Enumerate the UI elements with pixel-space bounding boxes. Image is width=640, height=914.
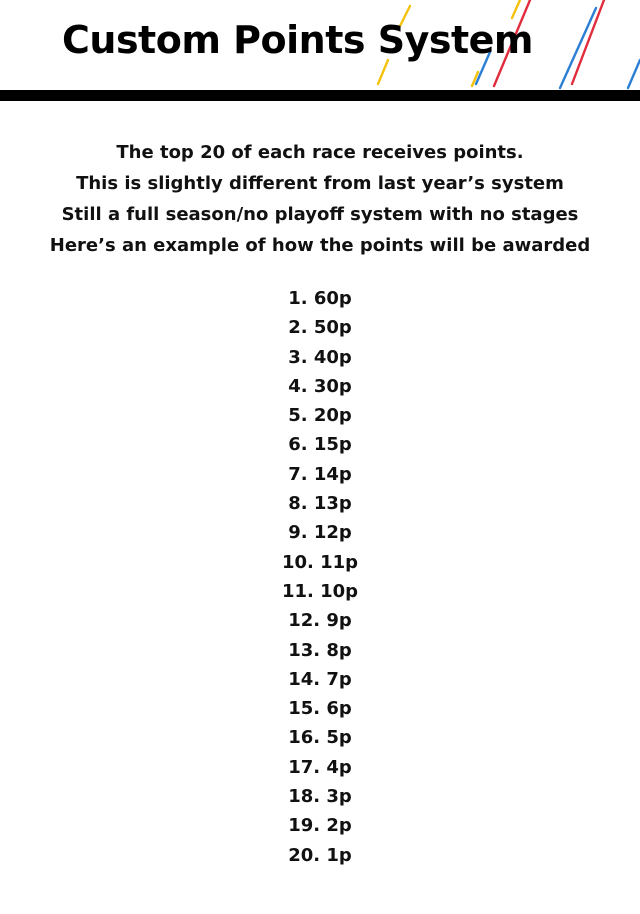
points-item: 3. 40p: [288, 346, 352, 368]
points-item: 11. 10p: [281, 580, 359, 602]
points-item: 19. 2p: [288, 815, 352, 837]
header: [0, 0, 640, 92]
intro-line: The top 20 of each race receives points.: [116, 142, 524, 163]
points-item: 12. 9p: [288, 610, 352, 632]
points-item: 7. 14p: [288, 463, 352, 485]
points-item: 6. 15p: [288, 434, 352, 456]
points-item: 1. 60p: [288, 288, 352, 309]
points-item: 10. 11p: [281, 551, 359, 573]
points-item: 16. 5p: [288, 727, 352, 749]
points-item: 17. 4p: [288, 756, 352, 778]
stripe-blue: [560, 8, 596, 88]
intro-line: Here’s an example of how the points will be awarded: [49, 235, 591, 256]
intro-line: This is slightly different from last year’s system: [76, 173, 564, 194]
intro-text: [0, 137, 640, 261]
points-item: 8. 13p: [288, 493, 352, 515]
stripe-yellow: [512, 0, 520, 18]
points-item: 5. 20p: [288, 405, 352, 427]
points-item: 4. 30p: [288, 375, 352, 397]
intro-line: Still a full season/no playoff system with no stages: [61, 204, 579, 225]
stripe-blue: [628, 60, 640, 88]
points-item: 13. 8p: [288, 639, 352, 661]
points-item: 14. 7p: [288, 668, 352, 690]
page-title: Custom Points System: [62, 18, 533, 62]
points-item: 15. 6p: [288, 698, 352, 720]
stripe-yellow: [378, 60, 388, 84]
stripe-red: [572, 0, 604, 84]
header-divider: [0, 90, 640, 101]
points-item: 2. 50p: [288, 317, 352, 339]
points-item: 9. 12p: [288, 522, 352, 544]
points-item: 18. 3p: [288, 786, 352, 808]
points-list: [0, 284, 640, 870]
points-item: 20. 1p: [288, 844, 352, 866]
